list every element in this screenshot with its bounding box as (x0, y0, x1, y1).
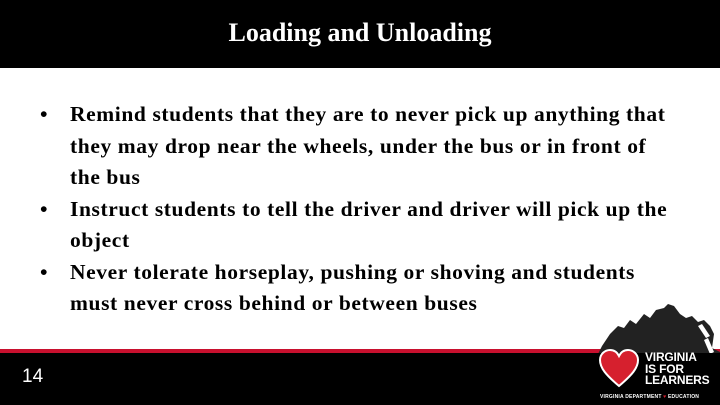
logo-subtitle-right: EDUCATION (667, 394, 700, 400)
logo-subtitle (600, 394, 699, 400)
slide-content (40, 99, 680, 320)
bullet-list (40, 99, 680, 320)
bullet-mark: • (40, 259, 49, 284)
bullet-text: Never tolerate horseplay, pushing or shoving and students must never cross behind or between buses (70, 259, 636, 315)
page-number: 14 (22, 366, 44, 387)
logo-line-2: IS FOR (645, 361, 684, 376)
bullet-mark: • (40, 102, 49, 126)
bullet-text: Instruct students to tell the driver and driver will pick up the object (70, 196, 668, 252)
heart-icon (598, 348, 640, 388)
bullet-item (40, 194, 680, 257)
bullet-text: Remind students that they are to never pick up anything that they may drop near the wheels, under the bus or in front of the bus (70, 102, 666, 189)
slide-title: Loading and Unloading (228, 18, 492, 47)
logo-line-1: VIRGINIA (645, 350, 697, 364)
logo-wordmark (645, 352, 709, 387)
bullet-mark: • (40, 196, 49, 221)
logo-line-3: LEARNERS (645, 373, 710, 387)
bullet-item (40, 99, 680, 194)
small-heart-icon: ♥ (663, 394, 667, 400)
logo-subtitle-left: VIRGINIA DEPARTMENT (600, 394, 662, 400)
